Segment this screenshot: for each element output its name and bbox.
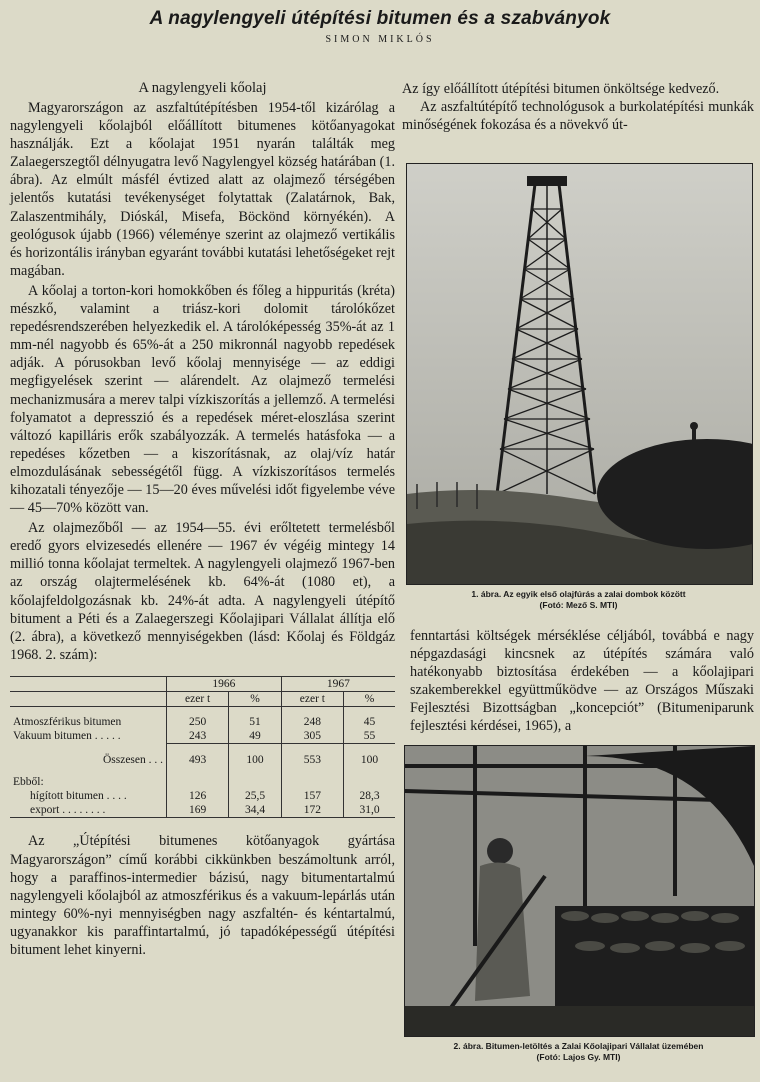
row-label: Vakuum bitumen — [13, 729, 92, 742]
production-table — [10, 676, 395, 819]
table-cell: 55 — [344, 729, 396, 744]
figure-2-caption-line: 2. ábra. Bitumen-letöltés a Zalai Kőolajipari Vállalat üzemében — [453, 1041, 704, 1051]
section-title: A nagylengyeli kőolaj — [138, 80, 267, 96]
table-row: hígított bitumen . . . . 126 25,5 157 28,3 — [10, 789, 395, 803]
right-column — [402, 80, 754, 134]
table-cell: 28,3 — [344, 789, 396, 803]
table-cell: 172 — [281, 803, 343, 818]
table-cell: 169 — [167, 803, 229, 818]
table-cell: 250 — [167, 715, 229, 729]
table-row — [10, 715, 395, 729]
article-author: SIMON MIKLÓS — [325, 34, 435, 45]
paragraph-1: Magyarországon az aszfaltútépítésben 1954-től kizárólag a nagylengyeli kőolajból előállított bitumenes kötőanyagokat használják. Ezt a kőolajat 1951 nyarán találták meg Zalaegerszegtől délnyugatra levő Nagylengyel község határában (1. ábra). Az elmúlt másfél évtized alatt az olajmező térségében jelentős kutatási tevékenységet folytattak (Zalatárnok, Bak, Zalaszentmihály, Dióskál, Misefa, Böckönd környékén). A geológusok újabb (1966) véleménye szerint az olajmező vertikális és horizontális irányban egyaránt további kutatási lehetőségeket rejt magában. — [10, 100, 395, 279]
table-cell: 100 — [229, 753, 281, 767]
table-cell: 45 — [344, 715, 396, 729]
table-cell: 305 — [281, 729, 343, 744]
year-1967: 1967 — [281, 676, 395, 691]
table-cell: 31,0 — [344, 803, 396, 818]
paragraph-4: Az „Útépítési bitumenes kötőanyagok gyártása Magyarországon” című korábbi cikkünkben beszámoltunk arról, hogy a paraffinos-intermedier bázisú, nagy bitumentartalmú nagylengyeli kőolajból az atmoszférikus és a vakuum-lepárlás után mintegy 60%-nyi mennyiségben nagy aszfaltén- és kéntartalmú, ugyanakkor kis paraffintartalmú, jó tapadóképességű útépítési bitument lehet kinyerni. — [10, 833, 395, 958]
table-cell: 243 — [167, 729, 229, 744]
table-cell: 493 — [167, 753, 229, 767]
unit-header: % — [229, 691, 281, 706]
unit-header: ezer t — [281, 691, 343, 706]
table-row-total: Összesen . . . 493 100 553 100 — [10, 753, 395, 767]
table-cell: 34,4 — [229, 803, 281, 818]
row-label: Összesen — [102, 754, 146, 767]
table-cell: 157 — [281, 789, 343, 803]
table-cell: 126 — [167, 789, 229, 803]
figure-2-photo — [404, 745, 755, 1037]
table-cell: 553 — [281, 753, 343, 767]
right-paragraph-2: Az aszfaltútépítő technológusok a burkolatépítési munkák minőségének fokozása és a növekvő út- — [402, 99, 754, 134]
right-paragraph-3: fenntartási költségek mérséklése céljából, továbbá e nagy népgazdasági kincsnek az útépítés számára való hatékonyabb biztosítása érdekében — a kőolajipari szakemberekkel együttműködve — az Országos Műszaki Fejlesztési Bizottságban „koncepciót” (Bitumeniparunk fejlesztési kérdései, 1965), a — [410, 628, 754, 735]
figure-2-credit: (Fotó: Lajos Gy. MTI) — [536, 1052, 621, 1062]
table-row: export . . . . . . . . 169 34,4 172 31,0 — [10, 803, 395, 818]
table-cell: 248 — [281, 715, 343, 729]
table-cell: 49 — [229, 729, 281, 744]
row-label: Atmoszférikus bitumen — [13, 715, 122, 728]
figure-1-photo — [406, 163, 753, 585]
paragraph-3: Az olajmezőből — az 1954—55. évi erőltetett termelésből eredő gyors elvizesedés ellenére — 1967 év végéig mintegy 14 millió tonna kőolajat termeltek. A nagylengyeli olajmező 1967-ben az ország olajtermelésének kb. 64%-át (1080 et), a kőolajfeldolgozásnak kb. 24%-át adta. A nagylengyeli útépítő bitument a Péti és a Zalaegerszegi Kőolajipari Vállalat állítja elő (2. ábra), a következő mennyiségekben (lásd: Kőolaj és Földgáz 1968. 2. szám): — [10, 520, 395, 663]
year-1966: 1966 — [167, 676, 282, 691]
figure-2-caption — [404, 1041, 753, 1063]
paragraph-2: A kőolaj a torton-kori homokkőben és főleg a hippuritás (kréta) mészkő, valamint a triász-kori dolomit tárolókőzet repedésrendszerében helyezkedik el. A tárolóképesség 35%-át az 1 mm-nél nagyobb és 65%-át a 250 mikronnál nagyobb repedések adják. A pórusokban levő kőolaj mennyisége — az eddigi megfigyelések szerint — alárendelt. Az olajmező termelési mechanizmusára a merev talpi vízkiszorítás a jellemző. A termelési folyamatot a depresszió és a repedések méret-eloszlása szerint változó kapilláris erők szabályozzák. A termelés hatásfoka — a repedéses kőzetben — a kiszorításnak, az olaj/víz határ elmozdulásának sebességétől függ. A vízkiszorításos termelés kihozatali tényezője — 15—20 éves művelési időt figyelembe véve — 45—70% között van. — [10, 282, 395, 517]
row-label: Ebből: — [13, 776, 44, 789]
bitumen-loading-illustration — [405, 746, 754, 1036]
table-cell: 25,5 — [229, 789, 281, 803]
table-row: Vakuum bitumen . . . . . 243 49 305 55 — [10, 729, 395, 744]
table-cell: 100 — [344, 753, 396, 767]
table-cell: 51 — [229, 715, 281, 729]
unit-header: ezer t — [167, 691, 229, 706]
oil-derrick-illustration — [407, 164, 752, 584]
article-title: A nagylengyeli útépítési bitumen és a szabványok — [149, 8, 611, 29]
right-column-continued — [410, 627, 754, 736]
row-label: hígított bitumen — [30, 790, 104, 803]
right-paragraph-1: Az így előállított útépítési bitumen önköltsége kedvező. — [402, 81, 720, 97]
row-label: export — [30, 804, 60, 817]
figure-1-caption-line: 1. ábra. Az egyik első olajfúrás a zalai dombok között — [471, 589, 686, 599]
left-column — [10, 80, 395, 959]
unit-header: % — [344, 691, 396, 706]
figure-1-credit: (Fotó: Mező S. MTI) — [539, 600, 618, 610]
figure-1-caption — [406, 589, 751, 611]
